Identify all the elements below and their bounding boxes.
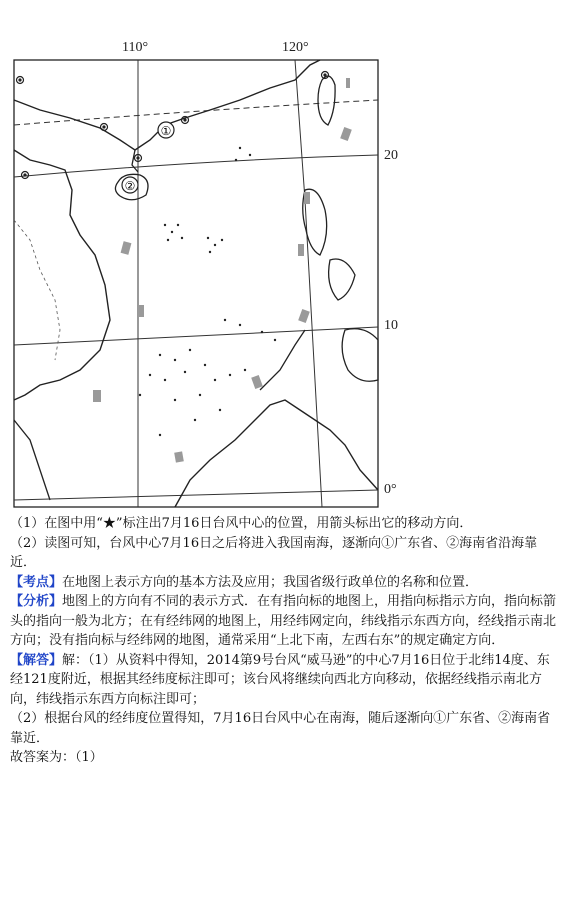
jieda-part-2: （2）根据台风的经纬度位置得知，7月16日台风中心在南海，随后逐渐向①广东省、②海南省靠近． xyxy=(10,711,551,746)
indochina-coast xyxy=(14,150,110,400)
svg-text:①: ① xyxy=(160,124,172,138)
visayas-islands xyxy=(329,259,355,300)
lon-label-110: 110° xyxy=(122,40,149,55)
map-frame xyxy=(14,60,378,507)
question-2: （2）读图可知，台风中心7月16日之后将进入我国南海，逐渐向①广东省、②海南省沿海靠近． xyxy=(10,535,538,570)
mindanao-island xyxy=(342,329,378,382)
marker-2 xyxy=(122,177,138,193)
kaodian-label: 【考点】 xyxy=(10,574,63,590)
jieda-section xyxy=(10,651,562,710)
parallel-10 xyxy=(14,327,378,345)
parallel-0 xyxy=(14,490,378,500)
meridian-120 xyxy=(295,60,322,507)
lon-label-120: 120° xyxy=(282,40,309,55)
svg-text:②: ② xyxy=(124,179,136,193)
question-1: （1）在图中用“★”标注出7月16日台风中心的位置，用箭头标出它的移动方向． xyxy=(10,516,473,531)
palawan-island xyxy=(260,330,305,390)
parallel-20 xyxy=(14,155,378,177)
place-name-blocks xyxy=(93,78,352,463)
lat-label-0: 0° xyxy=(384,482,397,497)
fenxi-label: 【分析】 xyxy=(10,594,63,609)
jieda-label: 【解答】 xyxy=(10,652,63,668)
nanhai-islands-dots xyxy=(139,147,276,436)
marker-1 xyxy=(158,122,174,138)
answer-line: 故答案为：（1） xyxy=(10,750,103,765)
fenxi-text: 地图上的方向有不同的表示方式．在有指向标的地图上，用指向标指示方向，指向标箭头的指向一般为北方；在有经纬网的地图上，用经纬网定向，纬线指示东西方向，经线指示南北方向；没有指向标与经纬网的地图，通常采用“上北下南，左西右东”的规定确定方向． xyxy=(10,594,557,648)
border-line xyxy=(14,220,60,360)
kaodian-section xyxy=(10,573,562,593)
question-text xyxy=(10,514,562,768)
lat-label-20: 20 xyxy=(384,148,398,163)
fenxi-section xyxy=(10,592,562,651)
jieda-text-1: 解：（1）从资料中得知，2014第9号台风“威马逊”的中心7月16日位于北纬14度、东经121度附近，根据其经纬度标注即可；该台风将继续向西北方向移动，依据经线指示南北方向，纬线指示东西方向标注即可； xyxy=(10,652,550,707)
taiwan-island xyxy=(318,76,335,125)
malay-coast xyxy=(14,420,50,500)
kaodian-text: 在地图上表示方向的基本方法及应用；我国省级行政单位的名称和位置． xyxy=(62,574,479,590)
lat-label-10: 10 xyxy=(384,318,398,333)
